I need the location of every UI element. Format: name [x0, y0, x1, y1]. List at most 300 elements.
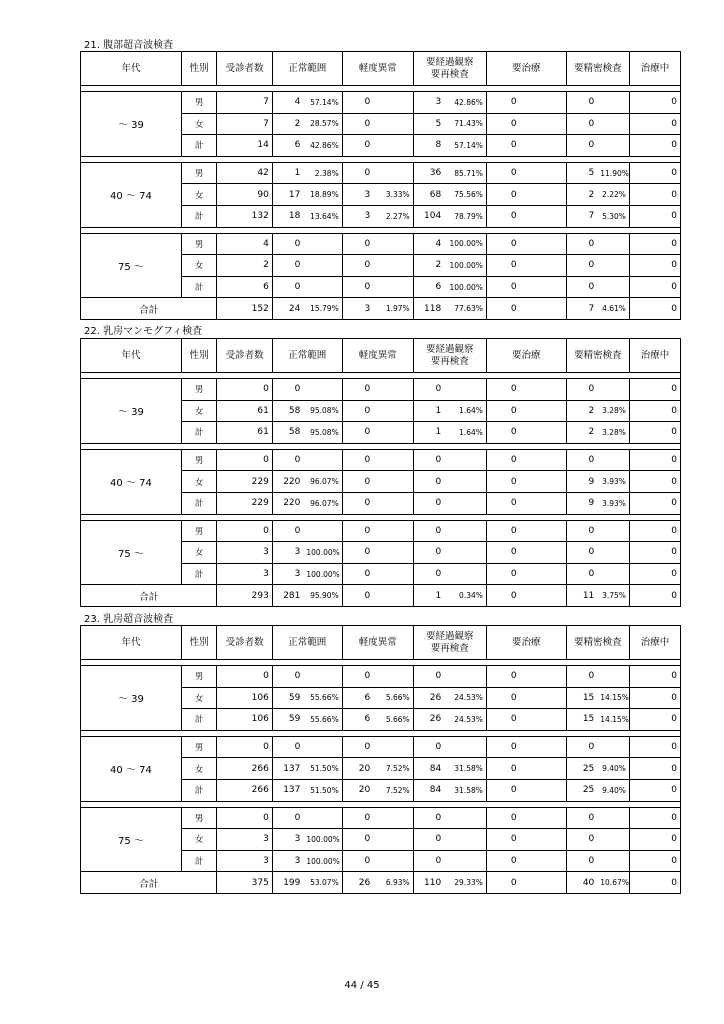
percent-cell	[520, 113, 567, 135]
count-cell: 61	[217, 422, 272, 444]
column-header: 要精密検査	[566, 626, 629, 660]
count-cell: 0	[629, 585, 680, 607]
column-header: 受診者数	[217, 52, 272, 86]
count-cell: 0	[342, 379, 373, 401]
percent-cell	[373, 135, 413, 157]
count-cell: 0	[217, 379, 272, 401]
age-group-cell: 40 ～ 74	[81, 736, 182, 801]
count-cell: 0	[486, 779, 519, 801]
count-cell: 0	[486, 400, 519, 422]
percent-cell: 2.38%	[303, 162, 342, 184]
sex-cell: 男	[181, 666, 216, 688]
count-cell: 0	[413, 736, 444, 758]
count-cell: 0	[486, 162, 519, 184]
count-cell: 4	[413, 233, 444, 255]
count-cell: 8	[413, 135, 444, 157]
age-group-cell: 75 ～	[81, 233, 182, 298]
percent-cell: 29.33%	[444, 872, 486, 894]
count-cell: 0	[629, 233, 680, 255]
count-cell: 6	[342, 687, 373, 709]
column-header: 要経過観察 要再検査	[413, 626, 486, 660]
percent-cell	[373, 563, 413, 585]
count-cell: 137	[272, 758, 303, 780]
count-cell: 0	[566, 850, 597, 872]
count-cell: 0	[342, 807, 373, 829]
percent-cell	[520, 779, 567, 801]
sex-cell: 女	[181, 758, 216, 780]
percent-cell	[444, 563, 486, 585]
table-row	[81, 233, 681, 255]
column-header: 正常範囲	[272, 626, 342, 660]
table-mammography	[80, 338, 681, 607]
table-row	[81, 666, 681, 688]
percent-cell: 85.71%	[444, 162, 486, 184]
count-cell: 0	[217, 807, 272, 829]
percent-cell	[373, 585, 413, 607]
percent-cell: 100.00%	[444, 233, 486, 255]
count-cell: 0	[566, 542, 597, 564]
sex-cell: 男	[181, 449, 216, 471]
count-cell: 0	[629, 542, 680, 564]
count-cell: 0	[272, 379, 303, 401]
percent-cell	[520, 400, 567, 422]
count-cell: 0	[486, 233, 519, 255]
count-cell: 18	[272, 205, 303, 227]
count-cell: 0	[566, 736, 597, 758]
count-cell: 0	[486, 113, 519, 135]
count-cell: 84	[413, 779, 444, 801]
count-cell: 0	[629, 687, 680, 709]
count-cell: 220	[272, 471, 303, 493]
count-cell: 0	[566, 276, 597, 298]
count-cell: 2	[566, 400, 597, 422]
count-cell: 0	[629, 379, 680, 401]
percent-cell: 100.00%	[303, 542, 342, 564]
age-group-cell: 40 ～ 74	[81, 449, 182, 514]
column-header: 年代	[81, 339, 182, 373]
percent-cell	[373, 233, 413, 255]
percent-cell	[597, 449, 629, 471]
percent-cell	[444, 542, 486, 564]
percent-cell: 31.58%	[444, 779, 486, 801]
percent-cell	[520, 184, 567, 206]
percent-cell: 95.08%	[303, 422, 342, 444]
percent-cell: 3.33%	[373, 184, 413, 206]
count-cell: 25	[566, 758, 597, 780]
sex-cell: 女	[181, 471, 216, 493]
count-cell: 7	[566, 298, 597, 320]
count-cell: 4	[272, 92, 303, 114]
count-cell: 0	[566, 449, 597, 471]
count-cell: 0	[486, 736, 519, 758]
sex-cell: 男	[181, 520, 216, 542]
percent-cell: 71.43%	[444, 113, 486, 135]
percent-cell: 24.53%	[444, 687, 486, 709]
percent-cell: 9.40%	[597, 758, 629, 780]
count-cell: 11	[566, 585, 597, 607]
percent-cell: 6.93%	[373, 872, 413, 894]
sex-cell: 計	[181, 563, 216, 585]
count-cell: 0	[566, 563, 597, 585]
percent-cell	[373, 666, 413, 688]
count-cell: 0	[486, 807, 519, 829]
total-label: 合計	[81, 872, 217, 894]
count-cell: 0	[629, 400, 680, 422]
count-cell: 7	[217, 92, 272, 114]
count-cell: 0	[629, 736, 680, 758]
count-cell: 0	[629, 471, 680, 493]
percent-cell	[444, 379, 486, 401]
count-cell: 0	[566, 135, 597, 157]
count-cell: 0	[413, 492, 444, 514]
count-cell: 0	[486, 709, 519, 731]
count-cell: 0	[342, 850, 373, 872]
count-cell: 1	[413, 585, 444, 607]
percent-cell: 3.93%	[597, 471, 629, 493]
percent-cell	[597, 829, 629, 851]
percent-cell	[303, 233, 342, 255]
count-cell: 59	[272, 709, 303, 731]
table-row	[81, 807, 681, 829]
age-group-cell: 75 ～	[81, 520, 182, 585]
percent-cell: 53.07%	[303, 872, 342, 894]
count-cell: 0	[413, 520, 444, 542]
percent-cell	[597, 736, 629, 758]
percent-cell: 42.86%	[303, 135, 342, 157]
percent-cell: 14.15%	[597, 687, 629, 709]
percent-cell	[373, 162, 413, 184]
count-cell: 26	[413, 709, 444, 731]
count-cell: 0	[342, 92, 373, 114]
count-cell: 0	[629, 162, 680, 184]
count-cell: 0	[272, 807, 303, 829]
count-cell: 0	[272, 736, 303, 758]
count-cell: 152	[217, 298, 272, 320]
percent-cell: 4.61%	[597, 298, 629, 320]
percent-cell: 5.66%	[373, 687, 413, 709]
column-header: 正常範囲	[272, 52, 342, 86]
sex-cell: 計	[181, 709, 216, 731]
percent-cell	[373, 807, 413, 829]
percent-cell	[520, 255, 567, 277]
percent-cell: 100.00%	[444, 276, 486, 298]
percent-cell	[520, 379, 567, 401]
count-cell: 0	[342, 736, 373, 758]
count-cell: 0	[413, 449, 444, 471]
table-breast-ultrasound	[80, 625, 681, 894]
count-cell: 0	[486, 542, 519, 564]
percent-cell: 3.28%	[597, 422, 629, 444]
percent-cell	[520, 736, 567, 758]
count-cell: 0	[342, 276, 373, 298]
header-row	[81, 339, 681, 373]
percent-cell	[597, 113, 629, 135]
percent-cell	[303, 449, 342, 471]
count-cell: 1	[413, 400, 444, 422]
column-header: 軽度異常	[342, 52, 413, 86]
count-cell: 5	[413, 113, 444, 135]
count-cell: 0	[272, 449, 303, 471]
count-cell: 375	[217, 872, 272, 894]
percent-cell	[597, 666, 629, 688]
sex-cell: 男	[181, 162, 216, 184]
count-cell: 68	[413, 184, 444, 206]
count-cell: 3	[272, 829, 303, 851]
percent-cell	[520, 542, 567, 564]
count-cell: 0	[629, 135, 680, 157]
count-cell: 0	[486, 758, 519, 780]
header-row	[81, 626, 681, 660]
count-cell: 0	[566, 92, 597, 114]
percent-cell	[444, 736, 486, 758]
count-cell: 2	[217, 255, 272, 277]
count-cell: 293	[217, 585, 272, 607]
count-cell: 3	[272, 563, 303, 585]
count-cell: 0	[413, 379, 444, 401]
column-header: 受診者数	[217, 339, 272, 373]
percent-cell	[520, 666, 567, 688]
percent-cell	[444, 829, 486, 851]
percent-cell	[520, 276, 567, 298]
count-cell: 36	[413, 162, 444, 184]
percent-cell	[373, 542, 413, 564]
percent-cell	[520, 709, 567, 731]
percent-cell	[444, 471, 486, 493]
percent-cell	[597, 542, 629, 564]
count-cell: 199	[272, 872, 303, 894]
table-row	[81, 449, 681, 471]
count-cell: 0	[566, 255, 597, 277]
percent-cell	[444, 666, 486, 688]
percent-cell	[520, 205, 567, 227]
count-cell: 0	[629, 255, 680, 277]
count-cell: 0	[342, 422, 373, 444]
count-cell: 0	[486, 449, 519, 471]
count-cell: 0	[342, 563, 373, 585]
count-cell: 5	[566, 162, 597, 184]
count-cell: 0	[486, 585, 519, 607]
table-row	[81, 379, 681, 401]
count-cell: 3	[342, 298, 373, 320]
count-cell: 6	[272, 135, 303, 157]
age-group-cell: ～ 39	[81, 379, 182, 444]
count-cell: 3	[342, 184, 373, 206]
percent-cell	[597, 807, 629, 829]
percent-cell: 1.64%	[444, 422, 486, 444]
count-cell: 0	[342, 492, 373, 514]
count-cell: 0	[486, 492, 519, 514]
count-cell: 0	[629, 829, 680, 851]
column-header: 要経過観察 要再検査	[413, 339, 486, 373]
sex-cell: 女	[181, 113, 216, 135]
percent-cell: 15.79%	[303, 298, 342, 320]
count-cell: 1	[272, 162, 303, 184]
count-cell: 118	[413, 298, 444, 320]
column-header: 治療中	[629, 626, 680, 660]
table-row	[81, 92, 681, 114]
percent-cell	[597, 563, 629, 585]
count-cell: 229	[217, 492, 272, 514]
percent-cell	[597, 520, 629, 542]
column-header: 要治療	[486, 339, 566, 373]
count-cell: 61	[217, 400, 272, 422]
percent-cell: 18.89%	[303, 184, 342, 206]
count-cell: 2	[272, 113, 303, 135]
percent-cell: 11.90%	[597, 162, 629, 184]
percent-cell: 5.66%	[373, 709, 413, 731]
percent-cell	[597, 92, 629, 114]
column-header: 軽度異常	[342, 626, 413, 660]
percent-cell	[597, 850, 629, 872]
count-cell: 0	[486, 666, 519, 688]
percent-cell	[520, 92, 567, 114]
count-cell: 0	[486, 520, 519, 542]
percent-cell: 100.00%	[303, 563, 342, 585]
count-cell: 0	[413, 666, 444, 688]
column-header: 性別	[181, 626, 216, 660]
count-cell: 0	[342, 135, 373, 157]
percent-cell	[520, 585, 567, 607]
count-cell: 266	[217, 779, 272, 801]
percent-cell: 2.27%	[373, 205, 413, 227]
percent-cell: 55.66%	[303, 709, 342, 731]
page-number: 44 / 45	[344, 980, 380, 991]
percent-cell: 7.52%	[373, 758, 413, 780]
section-title-22: 22. 乳房マンモグフィ検査	[84, 326, 203, 337]
percent-cell	[373, 379, 413, 401]
column-header: 受診者数	[217, 626, 272, 660]
count-cell: 26	[413, 687, 444, 709]
count-cell: 25	[566, 779, 597, 801]
count-cell: 0	[486, 563, 519, 585]
count-cell: 3	[272, 850, 303, 872]
percent-cell	[520, 471, 567, 493]
percent-cell: 100.00%	[303, 850, 342, 872]
percent-cell	[520, 850, 567, 872]
count-cell: 15	[566, 709, 597, 731]
count-cell: 0	[629, 422, 680, 444]
count-cell: 0	[272, 276, 303, 298]
table-row	[81, 520, 681, 542]
count-cell: 3	[217, 563, 272, 585]
sex-cell: 男	[181, 233, 216, 255]
percent-cell	[520, 872, 567, 894]
count-cell: 6	[413, 276, 444, 298]
column-header: 要治療	[486, 626, 566, 660]
count-cell: 106	[217, 687, 272, 709]
percent-cell	[373, 736, 413, 758]
count-cell: 0	[629, 492, 680, 514]
sex-cell: 計	[181, 135, 216, 157]
count-cell: 0	[629, 563, 680, 585]
percent-cell: 3.75%	[597, 585, 629, 607]
percent-cell: 96.07%	[303, 492, 342, 514]
count-cell: 3	[217, 829, 272, 851]
count-cell: 9	[566, 492, 597, 514]
percent-cell	[444, 520, 486, 542]
count-cell: 106	[217, 709, 272, 731]
percent-cell	[520, 422, 567, 444]
sex-cell: 男	[181, 736, 216, 758]
total-row	[81, 872, 681, 894]
percent-cell: 31.58%	[444, 758, 486, 780]
percent-cell: 1.97%	[373, 298, 413, 320]
count-cell: 0	[486, 829, 519, 851]
count-cell: 0	[342, 113, 373, 135]
percent-cell	[597, 276, 629, 298]
percent-cell	[597, 379, 629, 401]
percent-cell	[444, 492, 486, 514]
count-cell: 0	[342, 520, 373, 542]
count-cell: 0	[629, 184, 680, 206]
percent-cell: 2.22%	[597, 184, 629, 206]
count-cell: 0	[629, 779, 680, 801]
percent-cell	[303, 736, 342, 758]
count-cell: 0	[342, 542, 373, 564]
count-cell: 58	[272, 422, 303, 444]
sex-cell: 男	[181, 807, 216, 829]
percent-cell	[373, 113, 413, 135]
percent-cell	[520, 492, 567, 514]
count-cell: 0	[272, 666, 303, 688]
percent-cell: 100.00%	[303, 829, 342, 851]
percent-cell	[303, 276, 342, 298]
count-cell: 15	[566, 687, 597, 709]
count-cell: 0	[486, 872, 519, 894]
count-cell: 0	[486, 422, 519, 444]
count-cell: 0	[217, 449, 272, 471]
column-header: 年代	[81, 626, 182, 660]
count-cell: 132	[217, 205, 272, 227]
percent-cell	[520, 449, 567, 471]
sex-cell: 男	[181, 92, 216, 114]
percent-cell	[373, 829, 413, 851]
count-cell: 0	[566, 520, 597, 542]
percent-cell	[444, 850, 486, 872]
count-cell: 0	[413, 563, 444, 585]
count-cell: 7	[566, 205, 597, 227]
count-cell: 0	[413, 829, 444, 851]
section-title-21: 21. 腹部超音波検査	[84, 40, 174, 51]
count-cell: 137	[272, 779, 303, 801]
percent-cell	[373, 471, 413, 493]
count-cell: 0	[629, 850, 680, 872]
count-cell: 42	[217, 162, 272, 184]
count-cell: 104	[413, 205, 444, 227]
percent-cell: 13.64%	[303, 205, 342, 227]
count-cell: 0	[342, 233, 373, 255]
count-cell: 90	[217, 184, 272, 206]
count-cell: 24	[272, 298, 303, 320]
count-cell: 220	[272, 492, 303, 514]
count-cell: 0	[629, 520, 680, 542]
count-cell: 0	[629, 872, 680, 894]
count-cell: 6	[342, 709, 373, 731]
count-cell: 0	[413, 807, 444, 829]
count-cell: 0	[566, 233, 597, 255]
percent-cell	[373, 276, 413, 298]
count-cell: 2	[413, 255, 444, 277]
percent-cell	[373, 92, 413, 114]
count-cell: 0	[629, 276, 680, 298]
percent-cell: 28.57%	[303, 113, 342, 135]
count-cell: 0	[486, 276, 519, 298]
percent-cell: 24.53%	[444, 709, 486, 731]
count-cell: 59	[272, 687, 303, 709]
count-cell: 0	[486, 205, 519, 227]
count-cell: 3	[272, 542, 303, 564]
sex-cell: 計	[181, 276, 216, 298]
